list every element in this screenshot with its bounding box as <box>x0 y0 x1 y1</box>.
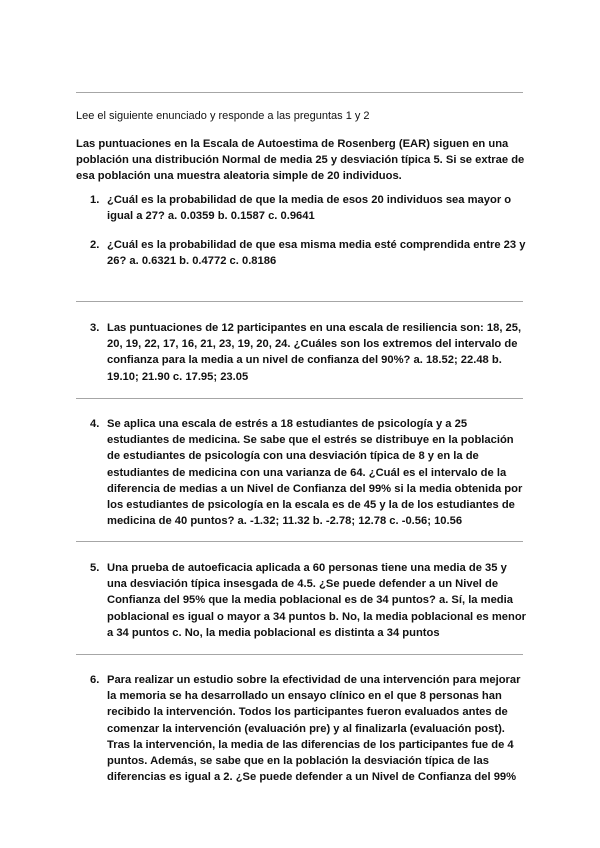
question-text: ¿Cuál es la probabilidad de que la media de esos 20 individuos sea mayor o igual a 27? a. 0.0359 b. 0.1587 c. 0.9641 <box>107 194 512 223</box>
problem-statement: Las puntuaciones en la Escala de Autoestima de Rosenberg (EAR) siguen en una población una distribución Normal de media 25 y desviación típica 5. Si se extrae de esa población una muestra aleatoria simple de 20 individuos. <box>76 138 525 182</box>
question-text: ¿Cuál es la probabilidad de que esa misma media esté comprendida entre 23 y 26? a. 0.6321 b. 0.4772 c. 0.8186 <box>107 239 526 268</box>
section-divider <box>76 541 523 542</box>
question-1 <box>90 192 526 224</box>
question-number: 2. <box>90 239 100 251</box>
section-divider <box>76 398 523 399</box>
question-text: Se aplica una escala de estrés a 18 estudiantes de psicología y a 25 estudiantes de medicina. Se sabe que el estrés se distribuye en la población de estudiantes de psicología con una desviación típica de 8 y en la de estudiantes de medicina con una varianza de 64. ¿Cuál es el intervalo de la diferencia de medias a un Nivel de Confianza del 99% si la media obtenida por los estudiantes de psicología en la escala es de 45 y la de los estudiantes de medicina de 40 puntos? a. -1.32; 11.32 b. -2.78; 12.78 c. -0.56; 10.56 <box>107 418 523 528</box>
top-divider <box>76 92 523 93</box>
question-6 <box>90 672 526 785</box>
section-divider <box>76 301 523 302</box>
question-text: Una prueba de autoeficacia aplicada a 60 personas tiene una media de 35 y una desviación típica insesgada de 4.5. ¿Se puede defender a un Nivel de Confianza del 95% que la media poblacional es de 34 puntos? a. Sí, la media poblacional es igual o mayor a 34 puntos b. No, la media poblacional es menor a 34 puntos c. No, la media poblacional es distinta a 34 puntos <box>107 562 527 639</box>
question-4 <box>90 416 526 529</box>
question-2 <box>90 237 526 269</box>
instruction-heading: Lee el siguiente enunciado y responde a las preguntas 1 y 2 <box>76 110 370 122</box>
question-number: 3. <box>90 322 100 334</box>
question-number: 6. <box>90 674 100 686</box>
section-divider <box>76 654 523 655</box>
question-3 <box>90 320 526 385</box>
question-5 <box>90 560 526 641</box>
question-number: 1. <box>90 194 100 206</box>
question-number: 5. <box>90 562 100 574</box>
question-text: Para realizar un estudio sobre la efectividad de una intervención para mejorar la memoria se ha desarrollado un ensayo clínico en el que 8 personas han recibido la intervención. Todos los participantes fueron evaluados antes de comenzar la intervención (evaluación pre) y al finalizarla (evaluación post). Tras la intervención, la media de las diferencias de los participantes fue de 4 puntos. Además, se sabe que en la población la desviación típica de las diferencias es igual a 2. ¿Se puede defender a un Nivel de Confianza del 99% <box>107 674 521 784</box>
question-text: Las puntuaciones de 12 participantes en una escala de resiliencia son: 18, 25, 20, 19, 22, 17, 16, 21, 23, 19, 20, 24. ¿Cuáles son los extremos del intervalo de confianza para la media a un nivel de confianza del 90%? a. 18.52; 22.48 b. 19.10; 21.90 c. 17.95; 23.05 <box>107 322 522 383</box>
question-number: 4. <box>90 418 100 430</box>
